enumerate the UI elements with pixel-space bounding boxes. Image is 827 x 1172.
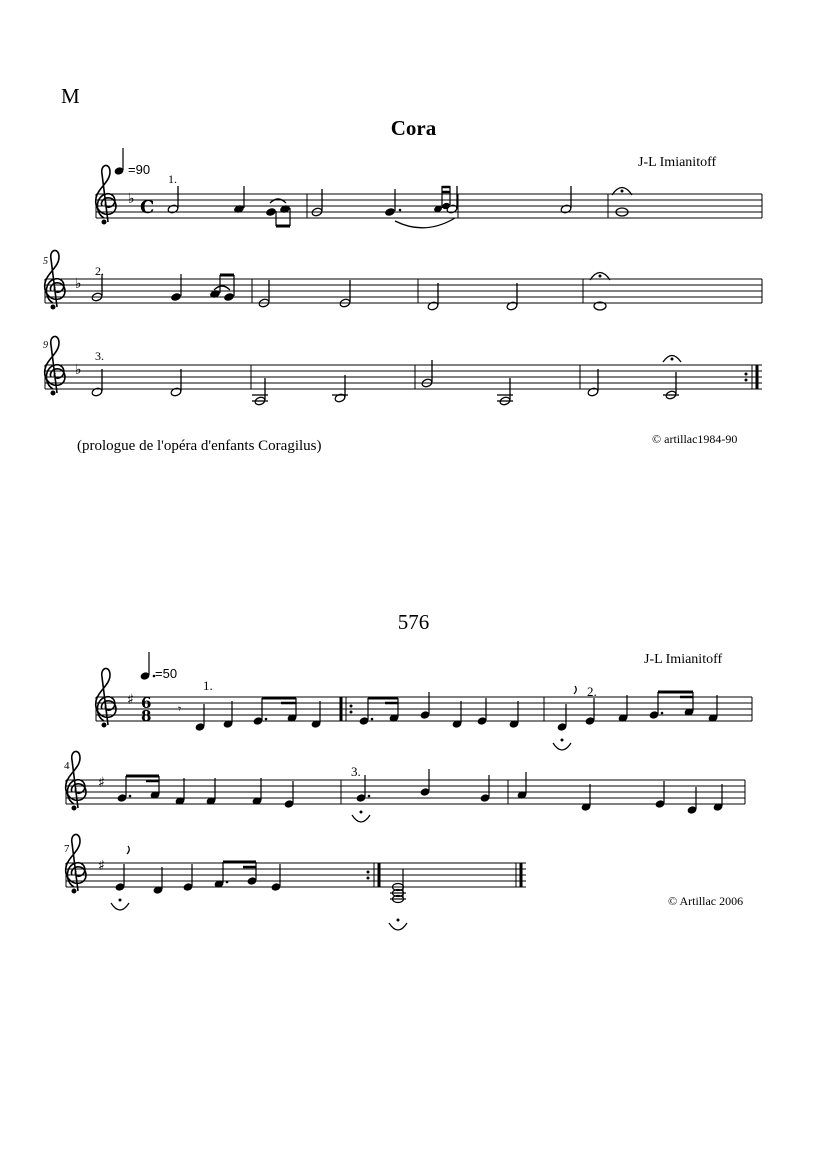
piece-title: 576 bbox=[397, 610, 430, 634]
ending-marker: 3. bbox=[95, 349, 104, 363]
composer-credit: J-L Imianitoff bbox=[644, 652, 723, 667]
ending-marker: 1. bbox=[203, 678, 213, 693]
svg-text:♭: ♭ bbox=[75, 362, 82, 378]
tempo-marking: =50 bbox=[155, 666, 178, 681]
svg-text:♯: ♯ bbox=[127, 692, 134, 708]
piece-subtitle: (prologue de l'opéra d'enfants Coragilus) bbox=[77, 438, 322, 454]
svg-text:♯: ♯ bbox=[98, 775, 105, 791]
copyright-notice: © artillac1984-90 bbox=[652, 432, 738, 446]
measure-number: 9 bbox=[43, 340, 48, 351]
staff-line-6 bbox=[66, 863, 526, 887]
staff-line-1 bbox=[96, 194, 762, 218]
measure-number: 7 bbox=[64, 843, 70, 855]
svg-text:8: 8 bbox=[141, 707, 152, 725]
piece-title: Cora bbox=[390, 116, 437, 140]
svg-text:C: C bbox=[140, 197, 155, 218]
ending-marker: 3. bbox=[351, 764, 361, 779]
svg-text:♭: ♭ bbox=[75, 276, 82, 292]
svg-text:♭: ♭ bbox=[128, 191, 135, 207]
svg-text:♯: ♯ bbox=[98, 858, 105, 874]
staff-line-2 bbox=[45, 279, 762, 303]
measure-number: 5 bbox=[43, 256, 48, 267]
measure-number: 4 bbox=[64, 760, 70, 772]
tempo-marking: =90 bbox=[128, 162, 151, 177]
ending-marker: 2. bbox=[587, 684, 597, 699]
ending-marker: 1. bbox=[168, 172, 177, 186]
staff-line-5 bbox=[66, 780, 745, 804]
section-letter: M bbox=[61, 84, 80, 108]
svg-text:6: 6 bbox=[141, 694, 152, 712]
svg-text:𝄾: 𝄾 bbox=[178, 702, 182, 716]
composer-credit: J-L Imianitoff bbox=[638, 155, 717, 170]
ending-marker: 2. bbox=[95, 264, 104, 278]
copyright-notice: © Artillac 2006 bbox=[668, 894, 744, 908]
staff-line-3 bbox=[45, 365, 762, 389]
